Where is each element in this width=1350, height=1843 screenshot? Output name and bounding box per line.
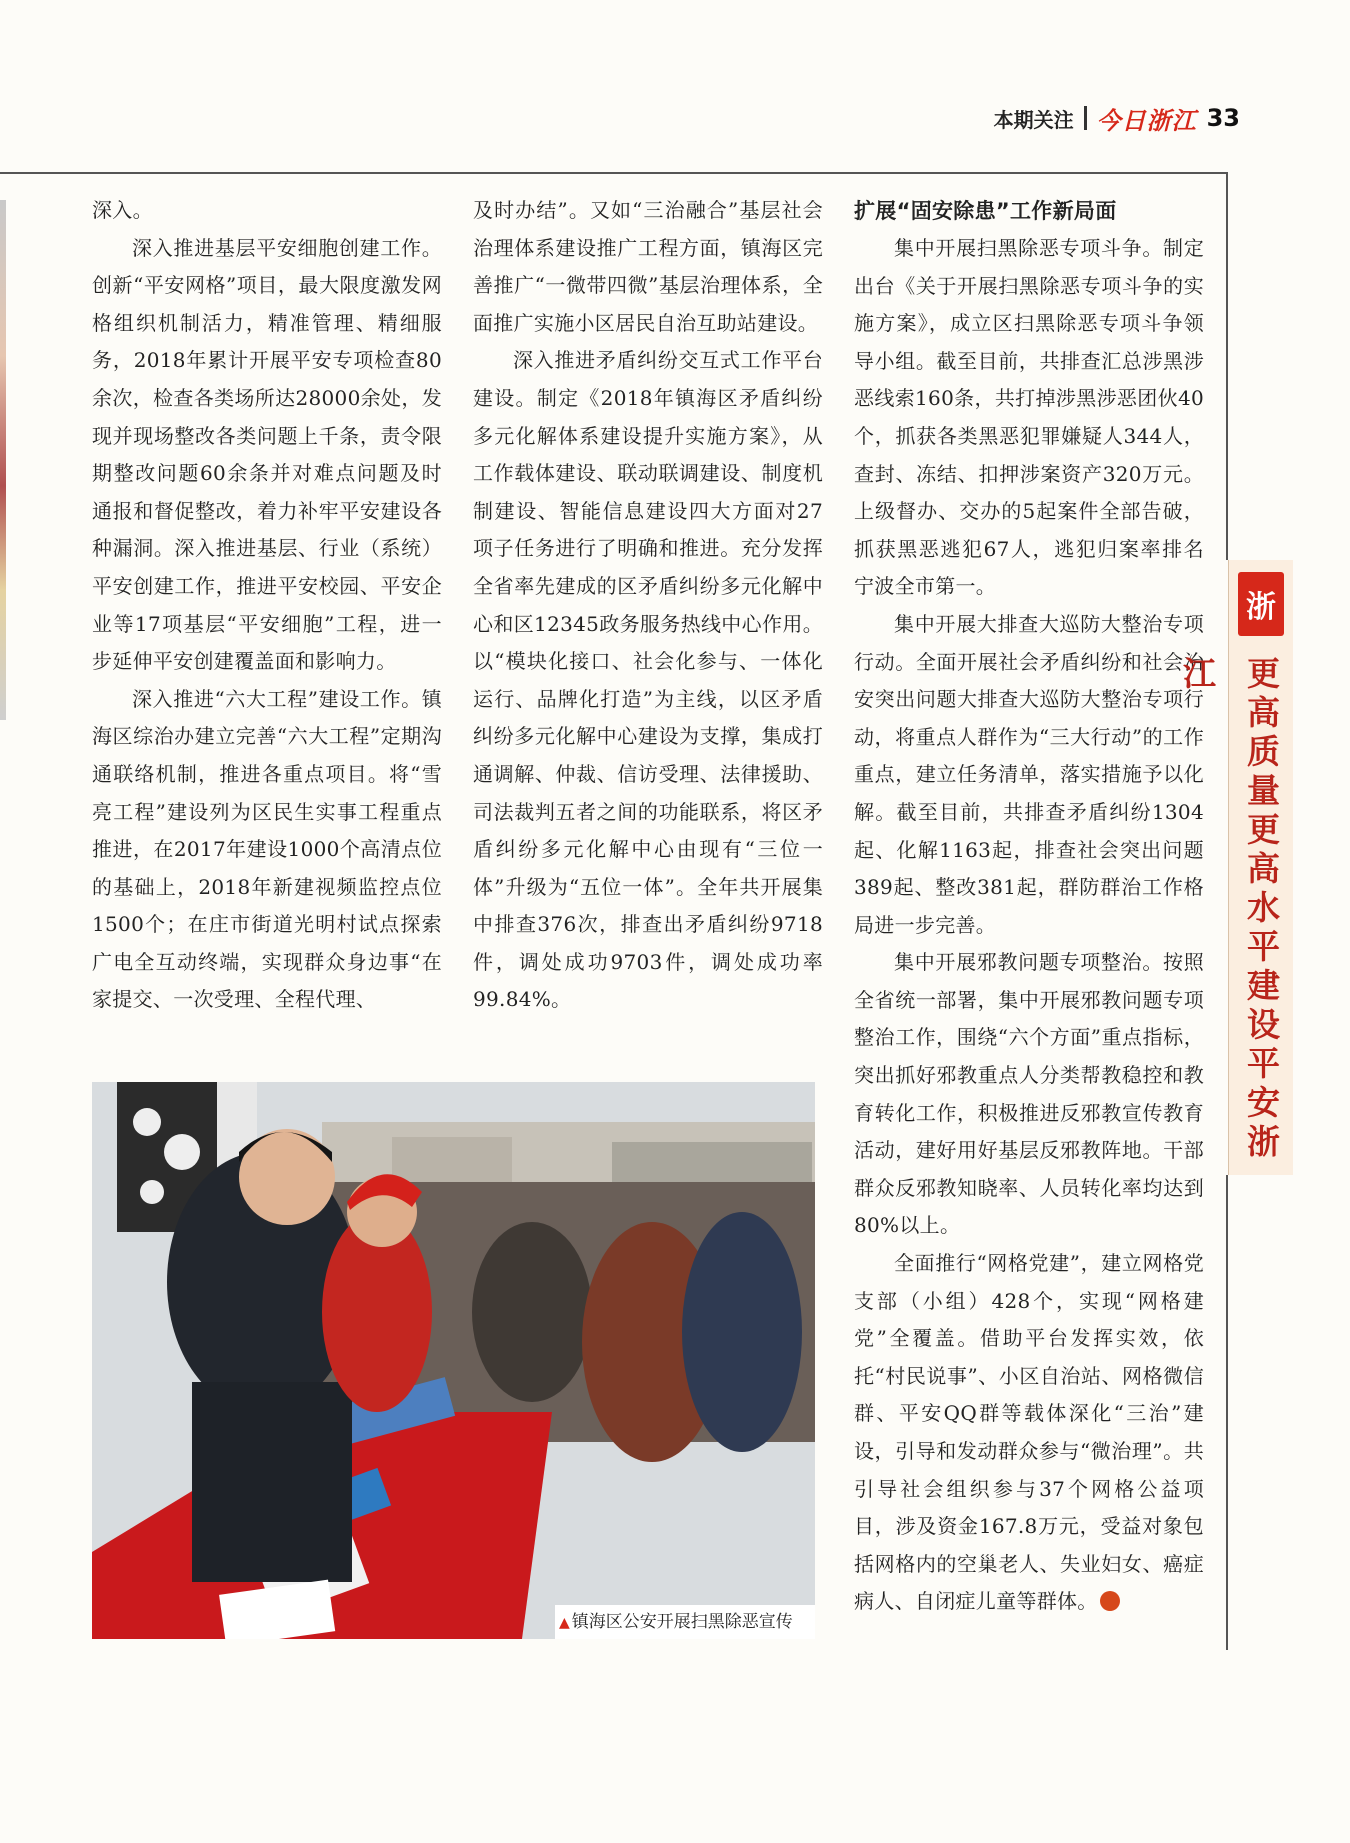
caption-text: 镇海区公安开展扫黑除恶宣传 [571,1612,793,1632]
article-column-1 [92,192,442,1019]
section-label: 本期关注 [993,107,1074,132]
right-rule-upper [1226,172,1228,560]
page-edge-strip [0,200,6,720]
side-tab [1178,560,1293,1175]
side-tab-title: 更高质量更高水平建设平安浙江 [1178,656,1281,1163]
section-heading: 扩展“固安除患”工作新局面 [854,199,1117,223]
paragraph: 及时办结”。又如“三治融合”基层社会治理体系建设推广工程方面，镇海区完善推广“一微带四微”基层治理体系，全面推广实施小区居民自治互助站建设。 [473,198,823,335]
article-column-3 [854,192,1204,1621]
news-photo [92,1082,815,1639]
photo-caption [555,1605,815,1639]
paragraph: 深入推进基层平安细胞创建工作。创新“平安网格”项目，最大限度激发网格组织机制活力，精准管理、精细服务，2018年累计开展平安专项检查80余次，检查各类场所达28000余处，发现并现场整改各类问题上千条，责令限期整改问题60余条并对难点问题及时通报和督促整改，着力补牢平安建设各种漏洞。深入推进基层、行业（系统）平安创建工作，推进平安校园、平安企业等17项基层“平安细胞”工程，进一步延伸平安创建覆盖面和影响力。 [92,235,442,674]
photo-illustration [92,1082,815,1639]
paragraph: 深入推进矛盾纠纷交互式工作平台建设。制定《2018年镇海区矛盾纠纷多元化解体系建设提升实施方案》，从工作载体建设、联动联调建设、制度机制建设、智能信息建设四大方面对27项子任务进行了明确和推进。充分发挥全省率先建成的区矛盾纠纷多元化解中心和区12345政务服务热线中心作用。以“模块化接口、社会化参与、一体化运行、品牌化打造”为主线，以区矛盾纠纷多元化解中心建设为支撑，集成打通调解、仲裁、信访受理、法律援助、司法裁判五者之间的功能联系，将区矛盾纠纷多元化解中心由现有“三位一体”升级为“五位一体”。全年共开展集中排查376次，排查出矛盾纠纷9718件，调处成功9703件，调处成功率99.84%。 [473,348,823,1012]
article-column-2 [473,192,823,1019]
paragraph-last [854,1245,1204,1621]
header-divider [1084,106,1087,130]
paragraph: 集中开展大排查大巡防大整治专项行动。全面开展社会矛盾纠纷和社会治安突出问题大排查大巡防大整治专项行动，将重点人群作为“三大行动”的工作重点，建立任务清单，落实措施予以化解。截至目前，共排查矛盾纠纷1304起、化解1163起，排查社会突出问题389起、整改381起，群防群治工作格局进一步完善。 [854,611,1204,937]
page-header [994,100,1240,136]
paragraph: 深入推进“六大工程”建设工作。镇海区综治办建立完善“六大工程”定期沟通联络机制，推进各重点项目。将“雪亮工程”建设列为区民生实事工程重点推进，在2017年建设1000个高清点位的基础上，2018年新建视频监控点位1500个；在庄市街道光明村试点探索广电全互动终端，实现群众身边事“在家提交、一次受理、全程代理、 [92,686,442,1012]
triangle-icon: ▲ [559,1615,570,1631]
paragraph: 集中开展邪教问题专项整治。按照全省统一部署，集中开展邪教问题专项整治工作，围绕“六个方面”重点指标，突出抓好邪教重点人分类帮教稳控和教育转化工作，积极推进反邪教宣传教育活动，建好用好基层反邪教阵地。干部群众反邪教知晓率、人员转化率均达到80%以上。 [854,950,1204,1238]
paragraph: 集中开展扫黑除恶专项斗争。制定出台《关于开展扫黑除恶专项斗争的实施方案》，成立区扫黑除恶专项斗争领导小组。截至目前，共排查汇总涉黑涉恶线索160条，共打掉涉黑涉恶团伙40个，抓获各类黑恶犯罪嫌疑人344人，查封、冻结、扣押涉案资产320万元。上级督办、交办的5起案件全部告破，抓获黑恶逃犯67人，逃犯归案率排名宁波全市第一。 [854,236,1204,599]
top-rule [0,172,1228,174]
right-rule-lower [1226,1175,1228,1650]
zhejiang-stamp-icon: 浙 [1238,572,1284,636]
paragraph: 深入。 [92,198,153,222]
page-number: 33 [1206,104,1240,132]
paragraph-text: 全面推行“网格党建”，建立网格党支部（小组）428个，实现“网格建党”全覆盖。借助平台发挥实效，依托“村民说事”、小区自治站、网格微信群、平安QQ群等载体深化“三治”建设，引导和发动群众参与“微治理”。共引导社会组织参与37个网格公益项目，涉及资金167.8万元，受益对象包括网格内的空巢老人、失业妇女、癌症病人、自闭症儿童等群体。 [854,1251,1204,1614]
end-mark-icon [1100,1591,1120,1611]
magazine-logo: 今日浙江 [1096,105,1197,135]
